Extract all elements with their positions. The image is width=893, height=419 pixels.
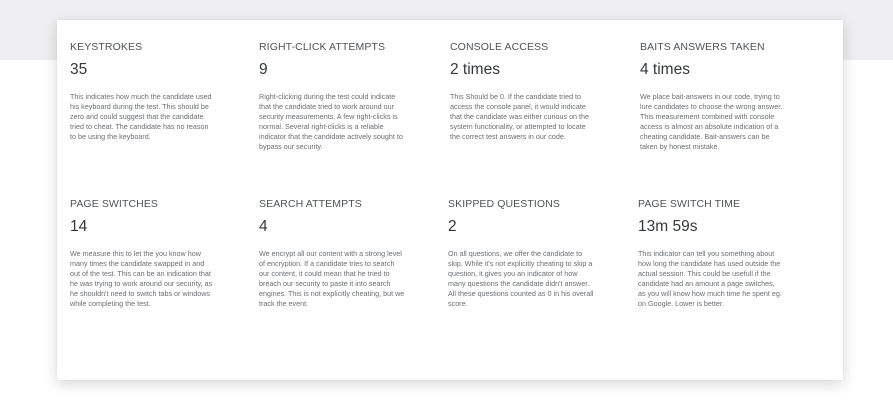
metric-right-click-attempts xyxy=(259,41,419,152)
metric-page-switches xyxy=(70,198,230,309)
metric-description: We encrypt all our content with a strong level of encryption. If a candidate tries to search our content, it could mean that he tried to breach our security to paste it into search engines. This is not explicitly cheating, but we track the event. xyxy=(259,249,405,308)
metric-description: On all questions, we offer the candidate to skip. While it's not explicitly cheating to skip a question, it gives you an indicator of how many questions the candidate didn't answer. All these questions counted as 0 in his overall score. xyxy=(448,249,594,308)
metric-description: This indicates how much the candidate used his keyboard during the test. This should be zero and could suggest that the candidate tried to cheat. The candidate has no reason to be using the keyboard. xyxy=(70,92,212,141)
metric-description: This indicator can tell you something about how long the candidate has used outside the actual session. This could be usefull if the candidate had an amount a page switches, as you will know how much time he spent eg. on Google. Lower is better. xyxy=(638,249,782,308)
metric-description: Right-clicking during the test could indicate that the candidate tried to work around our security measurements. A few right-clicks is normal. Several right-clicks is a reliable indicator that the candidate actively sought to bypass our security. xyxy=(259,92,403,151)
integrity-metrics-card xyxy=(57,20,843,380)
metric-value: 9 xyxy=(259,61,268,78)
metric-description: We place bait-answers in our code, trying to lure candidates to choose the wrong answer. This measurement combined with console access is almost an absolute indication of a cheating candidate. Bait-answers can be taken by honest mistake. xyxy=(640,92,783,151)
metric-label: SKIPPED QUESTIONS xyxy=(448,198,560,210)
metric-label: CONSOLE ACCESS xyxy=(450,41,549,53)
metric-search-attempts xyxy=(259,198,419,309)
metric-description: This Should be 0. If the candidate tried to access the console panel, it would indicate that the candidate was either curious on the system functionality, or attempted to locate the correct test answers in our code. xyxy=(450,92,590,141)
metric-description: We measure this to let the you know how many times the candidate swapped in and out of the test. This can be an indication that he was trying to work around our security, as he shouldn't need to switch tabs or windows while completing the test. xyxy=(70,249,213,308)
metric-value: 4 times xyxy=(640,61,690,78)
metric-value: 14 xyxy=(70,218,88,235)
metric-label: RIGHT-CLICK ATTEMPTS xyxy=(259,41,386,53)
metric-label: SEARCH ATTEMPTS xyxy=(259,198,362,210)
metric-value: 2 times xyxy=(450,61,500,78)
metric-label: KEYSTROKES xyxy=(70,41,143,53)
metric-skipped-questions xyxy=(448,198,608,309)
metric-label: PAGE SWITCHES xyxy=(70,198,159,210)
metric-value: 2 xyxy=(448,218,457,235)
metric-label: BAITS ANSWERS TAKEN xyxy=(640,41,765,53)
metric-label: PAGE SWITCH TIME xyxy=(638,198,741,210)
metric-keystrokes xyxy=(70,41,230,142)
metric-console-access xyxy=(450,41,610,142)
metric-value: 13m 59s xyxy=(638,218,698,235)
metric-value: 4 xyxy=(259,218,268,235)
metric-baits-answers-taken xyxy=(640,41,800,152)
metric-value: 35 xyxy=(70,61,88,78)
metric-page-switch-time xyxy=(638,198,798,309)
